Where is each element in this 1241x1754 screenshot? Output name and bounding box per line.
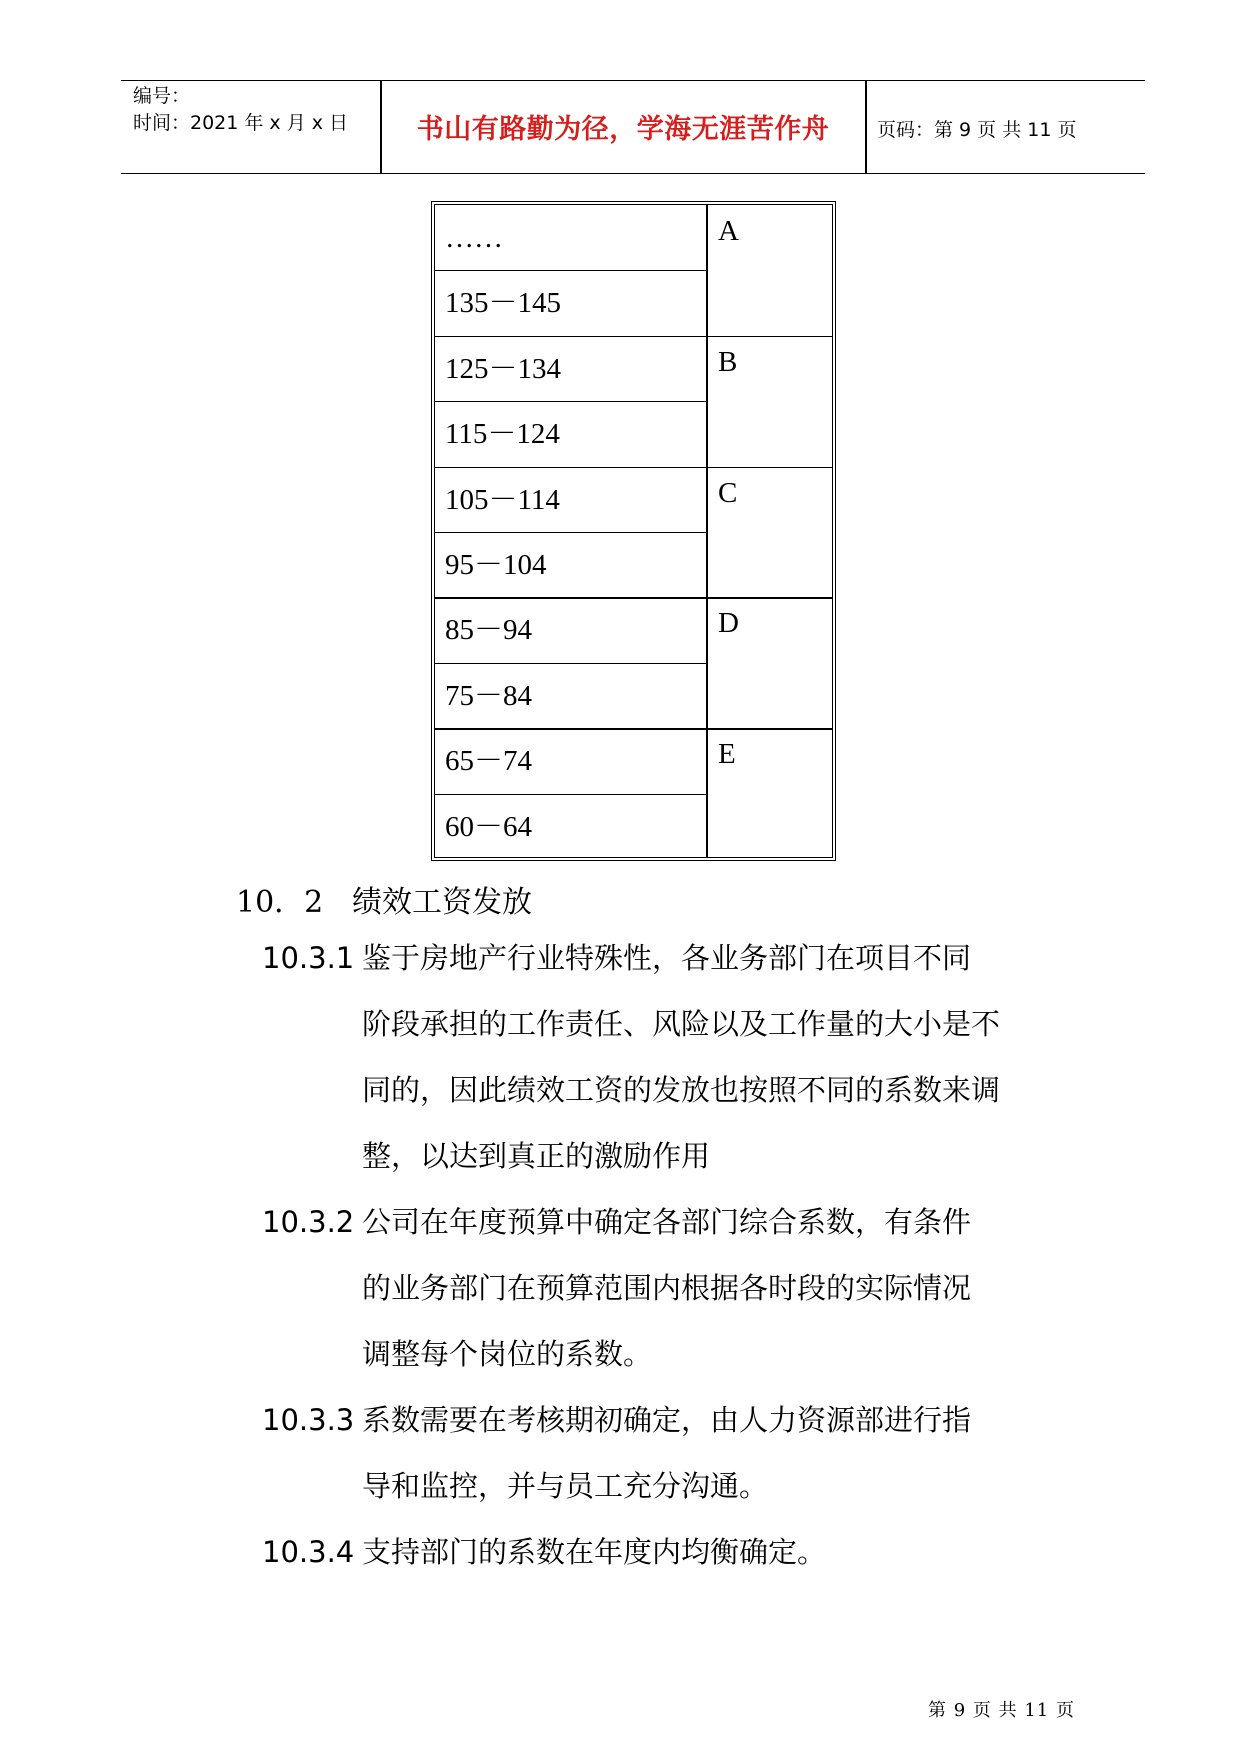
score-range: 115－124 [445,418,560,451]
score-range: 85－94 [445,614,533,647]
section-title: 绩效工资发放 [352,885,532,920]
clause-line: 鉴于房地产行业特殊性，各业务部门在项目不同 [362,941,972,975]
clause-text [362,1189,1082,1387]
page-header [121,80,1145,174]
section-heading [236,877,532,921]
clause-line: 公司在年度预算中确定各部门综合系数，有条件 [362,1205,972,1239]
column-divider [706,205,708,857]
clause-text [362,1387,1082,1519]
score-range: 65－74 [445,745,533,778]
clause-number: 10.3.1 [262,941,355,975]
clause-line: 调整每个岗位的系数。 [362,1337,653,1371]
clause-line: 同的，因此绩效工资的发放也按照不同的系数来调 [362,1073,1001,1107]
grade-label: C [718,476,738,509]
clause-number: 10.3.3 [262,1403,355,1437]
clause-number: 10.3.4 [262,1535,355,1569]
header-page-label: 页码：第 9 页 共 11 页 [877,119,1077,141]
score-range: 125－134 [445,352,562,385]
header-motto: 书山有路勤为径，学海无涯苦作舟 [416,114,830,145]
grade-table-body [434,204,833,858]
grade-table [431,201,836,861]
clause-line: 导和监控，并与员工充分沟通。 [362,1469,769,1503]
time-label: 时间：2021 年 x 月 x 日 [133,112,349,134]
clause-line: 整，以达到真正的激励作用 [362,1139,711,1173]
score-range: 75－84 [445,679,533,712]
clause-number: 10.3.2 [262,1205,355,1239]
score-range: 60－64 [445,810,533,843]
clause-line: 的业务部门在预算范围内根据各时段的实际情况 [362,1271,972,1305]
grade-label: B [718,345,738,378]
grade-label: D [718,607,739,640]
score-range: 95－104 [445,549,547,581]
clause-line: 阶段承担的工作责任、风险以及工作量的大小是不 [362,1007,1001,1041]
score-range: 135－145 [445,287,562,320]
score-range: 105－114 [445,483,560,516]
code-label: 编号： [133,85,191,107]
clause-text [362,1519,1082,1585]
clause-text [362,925,1082,1189]
header-divider [380,81,382,173]
clause-line: 系数需要在考核期初确定，由人力资源部进行指 [362,1403,972,1437]
page-footer: 第 9 页 共 11 页 [928,1700,1075,1721]
section-number: 10．2 [236,885,324,920]
header-divider [865,81,867,173]
score-range: …… [445,222,503,254]
grade-label: E [718,738,736,771]
grade-label: A [718,215,739,247]
clause-line: 支持部门的系数在年度内均衡确定。 [362,1535,827,1569]
